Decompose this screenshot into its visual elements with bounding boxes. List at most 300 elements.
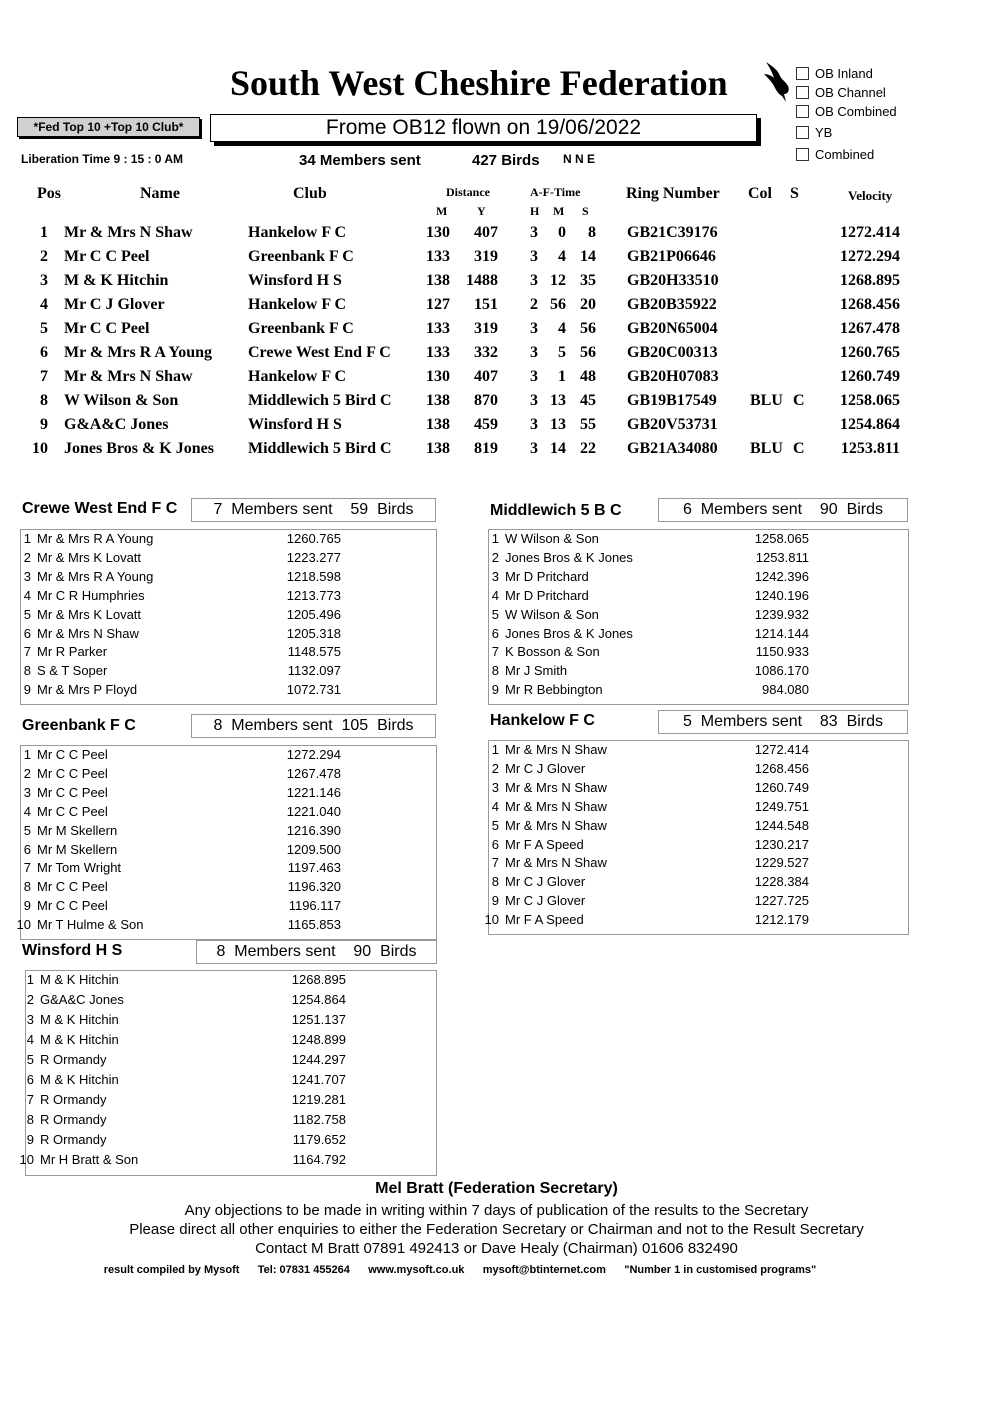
result-name: Mr C C Peel [64,320,150,337]
result-m: 133 [426,248,450,265]
club-row-pos: 3 [23,784,31,800]
club-row-pos: 10 [16,917,31,933]
club-row-name: M & K Hitchin [40,972,119,987]
club-row-name: K Bosson & Son [505,644,600,660]
result-club: Middlewich 5 Bird C [248,440,392,457]
result-vel: 1272.414 [840,224,900,241]
result-h: 2 [530,296,538,313]
checkbox-combined[interactable]: Combined [796,147,874,162]
result-s: 22 [580,440,596,457]
result-m: 138 [426,440,450,457]
checkbox-ob-combined[interactable]: OB Combined [796,104,897,119]
result-vel: 1272.294 [840,248,900,265]
result-name: G&A&C Jones [64,416,169,433]
club-row-name: Mr H Bratt & Son [40,1152,139,1167]
result-s: 45 [580,392,596,409]
club-row-name: Mr C J Glover [505,893,586,909]
club-row-velocity: 1227.725 [754,893,809,909]
club-row-name: Mr & Mrs K Lovatt [37,606,142,622]
club-title-greenbank: Greenbank F C [22,717,136,734]
club-row-velocity: 1182.758 [292,1112,346,1127]
result-s: 55 [580,416,596,433]
club-row-pos: 5 [26,1052,34,1067]
club-row-pos: 1 [491,742,499,757]
result-mi: 13 [550,392,566,409]
result-y: 319 [474,248,498,265]
result-h: 3 [530,440,538,457]
club-row-velocity: 1205.318 [286,625,341,641]
club-row-velocity: 1251.137 [291,1012,346,1027]
result-club: Greenbank F C [248,248,354,265]
result-ring: GB19B17549 [627,392,717,409]
club-row-velocity: 1165.853 [287,917,341,933]
compiled-by: result compiled by Mysoft Tel: 07831 455264 www.mysoft.co.uk mysoft@btinternet.com "Number 1 in customised programs" [103,1264,817,1276]
liberation-time: Liberation Time 9 : 15 : 0 AM [21,152,184,166]
club-row-pos: 6 [26,1072,34,1087]
club-row-velocity: 1196.320 [287,879,341,895]
club-row-name: Mr & Mrs N Shaw [505,817,607,833]
club-row-pos: 3 [491,779,499,795]
result-ring: GB21A34080 [627,440,718,457]
col-sex: S [790,185,799,202]
result-h: 3 [530,392,538,409]
checkbox-yb[interactable]: YB [796,125,832,140]
result-club: Winsford H S [248,272,342,289]
result-m: 138 [426,392,450,409]
club-row-pos: 7 [491,644,499,660]
club-row-pos: 1 [23,531,31,546]
result-h: 3 [530,320,538,337]
club-row-name: Mr R Bebbington [505,682,603,698]
club-row-velocity: 1230.217 [754,836,809,852]
result-ring: GB20V53731 [627,416,718,433]
result-vel: 1253.811 [840,440,900,457]
result-pos: 5 [40,320,48,337]
club-row-name: Mr & Mrs N Shaw [505,742,607,757]
club-row-velocity: 1258.065 [754,531,809,546]
club-row-name: Mr R Parker [37,644,108,660]
result-club: Middlewich 5 Bird C [248,392,392,409]
club-row-name: Mr & Mrs K Lovatt [37,549,142,565]
col-distance: Distance [446,185,490,199]
fed-top-badge: *Fed Top 10 +Top 10 Club* [17,117,200,137]
result-m: 127 [426,296,450,313]
result-club: Winsford H S [248,416,342,433]
result-h: 3 [530,344,538,361]
checkbox-icon [796,126,809,139]
club-row-velocity: 1197.463 [287,860,341,876]
checkbox-icon [796,148,809,161]
club-row-velocity: 1268.456 [754,760,809,776]
club-row-velocity: 1267.478 [286,765,341,781]
result-vel: 1254.864 [840,416,900,433]
club-row-velocity: 1148.575 [287,644,341,660]
result-mi: 14 [550,440,566,457]
result-s: 56 [580,344,596,361]
result-club: Hankelow F C [248,368,347,385]
result-mi: 12 [550,272,566,289]
club-title-crewe: Crewe West End F C [22,500,178,517]
club-row-pos: 10 [484,912,499,928]
club-row-velocity: 1239.932 [754,606,809,622]
result-m: 133 [426,344,450,361]
result-name: Mr C J Glover [64,296,165,313]
pigeon-logo-icon [760,60,792,104]
result-s: 14 [580,248,596,265]
col-aftime: A-F-Time [530,185,581,199]
result-vel: 1258.065 [840,392,900,409]
result-y: 407 [474,368,498,385]
club-row-name: Mr C C Peel [37,898,108,914]
club-row-name: Mr F A Speed [505,912,584,928]
club-row-velocity: 1205.496 [286,606,341,622]
club-row-velocity: 1179.652 [292,1132,346,1147]
result-row [0,272,993,296]
club-row-pos: 4 [23,587,31,603]
club-row-name: Mr F A Speed [505,836,584,852]
result-s: 56 [580,320,596,337]
result-h: 3 [530,272,538,289]
enquiries-note: Please direct all other enquiries to either the Federation Secretary or Chairman and not to the Result Secretary [129,1221,864,1238]
result-h: 3 [530,248,538,265]
result-row [0,416,993,440]
club-row-name: Mr C C Peel [37,747,108,762]
result-name: Mr & Mrs N Shaw [64,224,193,241]
checkbox-ob-channel[interactable]: OB Channel [796,85,886,100]
club-row-velocity: 1254.864 [291,992,346,1007]
club-row-pos: 6 [23,841,31,857]
result-vel: 1260.765 [840,344,900,361]
result-mi: 56 [550,296,566,313]
club-title-hankelow: Hankelow F C [490,712,595,729]
club-row-pos: 1 [23,747,31,762]
club-row-velocity: 1209.500 [286,841,341,857]
page-title: South West Cheshire Federation [230,63,728,103]
club-row-pos: 9 [491,682,499,698]
result-mi: 1 [558,368,566,385]
club-row-velocity: 1213.773 [286,587,341,603]
club-row-pos: 4 [491,798,499,814]
result-m: 130 [426,224,450,241]
result-club: Hankelow F C [248,224,347,241]
result-y: 459 [474,416,498,433]
result-pos: 1 [40,224,48,241]
result-row [0,224,993,248]
result-pos: 10 [32,440,48,457]
club-row-name: W Wilson & Son [505,606,599,622]
result-row [0,392,993,416]
club-row-pos: 5 [23,606,31,622]
club-row-name: G&A&C Jones [40,992,124,1007]
race-title: Frome OB12 flown on 19/06/2022 [210,114,757,142]
club-row-pos: 9 [23,898,31,914]
col-s: S [582,204,589,218]
col-velocity: Velocity [848,188,893,203]
club-row-velocity: 1221.146 [286,784,341,800]
club-row-pos: 8 [23,879,31,895]
club-row-pos: 9 [26,1132,34,1147]
result-vel: 1260.749 [840,368,900,385]
club-row-velocity: 1223.277 [286,549,341,565]
club-row-pos: 2 [491,760,499,776]
col-distance-y: Y [477,204,486,218]
result-y: 332 [474,344,498,361]
club-row-name: Jones Bros & K Jones [505,625,633,641]
result-pos: 4 [40,296,48,313]
result-row [0,344,993,368]
club-row-velocity: 1253.811 [755,549,809,565]
col-pos: Pos [37,185,61,202]
club-row-name: Mr D Pritchard [505,587,589,603]
club-row-pos: 3 [26,1012,34,1027]
club-row-name: R Ormandy [40,1052,107,1067]
club-row-name: Mr & Mrs R A Young [37,568,154,584]
checkbox-icon [796,86,809,99]
result-mi: 4 [558,320,566,337]
objections-note: Any objections to be made in writing within 7 days of publication of the results to the Secretary [184,1202,809,1219]
club-row-name: Mr M Skellern [37,841,118,857]
result-m: 138 [426,416,450,433]
col-h: H [530,204,540,218]
club-row-pos: 10 [19,1152,34,1167]
result-club: Crewe West End F C [248,344,391,361]
club-row-pos: 8 [491,874,499,890]
club-row-velocity: 1212.179 [754,912,809,928]
club-row-name: Mr & Mrs N Shaw [37,625,139,641]
result-mi: 5 [558,344,566,361]
club-row-name: S & T Soper [37,663,108,679]
col-m: M [553,204,565,218]
result-mi: 4 [558,248,566,265]
club-row-pos: 8 [26,1112,34,1127]
club-row-name: Mr Tom Wright [37,860,122,876]
result-m: 133 [426,320,450,337]
club-row-pos: 7 [23,860,31,876]
club-row-name: Mr C C Peel [37,803,108,819]
club-summary-crewe: 7 Members sent 59 Birds [191,498,436,522]
club-row-pos: 1 [26,972,34,987]
checkbox-ob-inland[interactable]: OB Inland [796,66,873,81]
result-ring: GB20H07083 [627,368,719,385]
club-row-name: Mr M Skellern [37,822,118,838]
wind-direction: N N E [563,152,596,166]
club-row-name: R Ormandy [40,1112,107,1127]
club-summary-greenbank: 8 Members sent 105 Birds [191,714,436,738]
club-row-pos: 5 [491,606,499,622]
club-summary-middlewich: 6 Members sent 90 Birds [658,498,908,522]
club-row-velocity: 1228.384 [754,874,809,890]
club-row-velocity: 1241.707 [291,1072,346,1087]
club-row-velocity: 1244.297 [291,1052,346,1067]
club-row-velocity: 1216.390 [286,822,341,838]
col-club: Club [293,185,327,202]
result-h: 3 [530,368,538,385]
result-s: 20 [580,296,596,313]
result-row [0,248,993,272]
club-row-name: Mr T Hulme & Son [37,917,144,933]
club-row-name: Mr C R Humphries [37,587,145,603]
result-y: 870 [474,392,498,409]
result-y: 819 [474,440,498,457]
club-row-pos: 1 [491,531,499,546]
club-row-velocity: 1249.751 [754,798,809,814]
club-row-pos: 2 [491,549,499,565]
result-row [0,296,993,320]
result-ring: GB20C00313 [627,344,718,361]
col-distance-m: M [436,204,448,218]
club-row-pos: 3 [491,568,499,584]
club-row-velocity: 1240.196 [754,587,809,603]
result-vel: 1267.478 [840,320,900,337]
club-row-pos: 5 [491,817,499,833]
club-title-middlewich: Middlewich 5 B C [490,502,622,519]
result-y: 407 [474,224,498,241]
result-name: Mr C C Peel [64,248,150,265]
club-row-velocity: 1164.792 [292,1152,346,1167]
club-row-name: Mr & Mrs N Shaw [505,798,607,814]
result-name: Jones Bros & K Jones [64,440,214,457]
result-col: BLU [750,440,783,457]
result-m: 138 [426,272,450,289]
club-row-name: R Ormandy [40,1132,107,1147]
club-row-pos: 8 [491,663,499,679]
col-colour: Col [748,185,772,202]
result-row [0,368,993,392]
club-row-pos: 6 [491,625,499,641]
result-mi: 0 [558,224,566,241]
result-row [0,440,993,464]
club-row-name: Mr D Pritchard [505,568,589,584]
club-row-velocity: 1150.933 [755,644,809,660]
club-row-name: M & K Hitchin [40,1012,119,1027]
result-row [0,320,993,344]
club-row-name: Mr C C Peel [37,879,108,895]
result-name: Mr & Mrs N Shaw [64,368,193,385]
club-row-pos: 5 [23,822,31,838]
club-row-velocity: 1221.040 [286,803,341,819]
club-row-pos: 7 [23,644,31,660]
club-row-name: Mr C J Glover [505,760,586,776]
club-row-velocity: 1218.598 [286,568,341,584]
club-row-velocity: 1268.895 [291,972,346,987]
result-h: 3 [530,224,538,241]
club-row-velocity: 1086.170 [754,663,809,679]
club-row-name: R Ormandy [40,1092,107,1107]
club-row-pos: 6 [23,625,31,641]
club-row-velocity: 1219.281 [291,1092,346,1107]
club-summary-winsford: 8 Members sent 90 Birds [196,940,437,964]
result-mi: 13 [550,416,566,433]
col-ring: Ring Number [626,185,720,202]
club-row-pos: 7 [491,855,499,871]
club-row-name: M & K Hitchin [40,1072,119,1087]
result-s: 48 [580,368,596,385]
result-name: Mr & Mrs R A Young [64,344,212,361]
contact-note: Contact M Bratt 07891 492413 or Dave Healy (Chairman) 01606 832490 [255,1240,738,1257]
club-row-name: Jones Bros & K Jones [505,549,633,565]
club-row-velocity: 1214.144 [754,625,809,641]
club-row-pos: 7 [26,1092,34,1107]
result-pos: 3 [40,272,48,289]
club-row-name: Mr C C Peel [37,765,108,781]
result-club: Hankelow F C [248,296,347,313]
club-row-velocity: 1072.731 [286,682,341,698]
result-m: 130 [426,368,450,385]
result-ring: GB20B35922 [627,296,717,313]
federation-secretary: Mel Bratt (Federation Secretary) [375,1180,618,1197]
result-name: W Wilson & Son [64,392,179,409]
result-sex: C [793,440,805,457]
club-row-name: Mr C J Glover [505,874,586,890]
result-y: 1488 [466,272,498,289]
club-row-name: Mr & Mrs N Shaw [505,779,607,795]
result-pos: 7 [40,368,48,385]
club-row-velocity: 1248.899 [291,1032,346,1047]
club-row-pos: 9 [23,682,31,698]
result-vel: 1268.456 [840,296,900,313]
club-row-pos: 3 [23,568,31,584]
result-ring: GB20H33510 [627,272,719,289]
result-sex: C [793,392,805,409]
club-row-pos: 2 [23,765,31,781]
col-name: Name [140,185,180,202]
result-s: 8 [588,224,596,241]
club-row-velocity: 1132.097 [287,663,341,679]
result-y: 319 [474,320,498,337]
club-row-velocity: 1242.396 [754,568,809,584]
club-row-name: Mr C C Peel [37,784,108,800]
result-pos: 2 [40,248,48,265]
result-pos: 8 [40,392,48,409]
result-ring: GB21C39176 [627,224,718,241]
result-ring: GB21P06646 [627,248,716,265]
club-row-pos: 2 [23,549,31,565]
club-row-name: Mr & Mrs N Shaw [505,855,607,871]
club-row-pos: 4 [26,1032,34,1047]
club-row-pos: 6 [491,836,499,852]
club-row-velocity: 1229.527 [754,855,809,871]
club-row-velocity: 1272.294 [286,747,341,762]
club-row-name: Mr & Mrs R A Young [37,531,154,546]
result-pos: 9 [40,416,48,433]
result-col: BLU [750,392,783,409]
club-row-name: Mr & Mrs P Floyd [37,682,138,698]
club-summary-hankelow: 5 Members sent 83 Birds [658,710,908,734]
checkbox-icon [796,105,809,118]
checkbox-icon [796,67,809,80]
club-row-velocity: 1272.414 [754,742,809,757]
result-y: 151 [474,296,498,313]
result-h: 3 [530,416,538,433]
club-row-name: W Wilson & Son [505,531,599,546]
club-title-winsford: Winsford H S [22,942,123,959]
club-row-name: Mr J Smith [505,663,568,679]
result-name: M & K Hitchin [64,272,169,289]
club-row-pos: 9 [491,893,499,909]
club-row-pos: 4 [23,803,31,819]
club-row-velocity: 1196.117 [288,898,341,914]
members-sent: 34 Members sent [299,152,421,169]
club-row-pos: 4 [491,587,499,603]
club-row-name: M & K Hitchin [40,1032,119,1047]
result-vel: 1268.895 [840,272,900,289]
birds-sent: 427 Birds [472,152,540,169]
result-pos: 6 [40,344,48,361]
club-row-velocity: 1260.749 [754,779,809,795]
club-row-velocity: 1244.548 [754,817,809,833]
club-row-pos: 2 [26,992,34,1007]
club-row-pos: 8 [23,663,31,679]
